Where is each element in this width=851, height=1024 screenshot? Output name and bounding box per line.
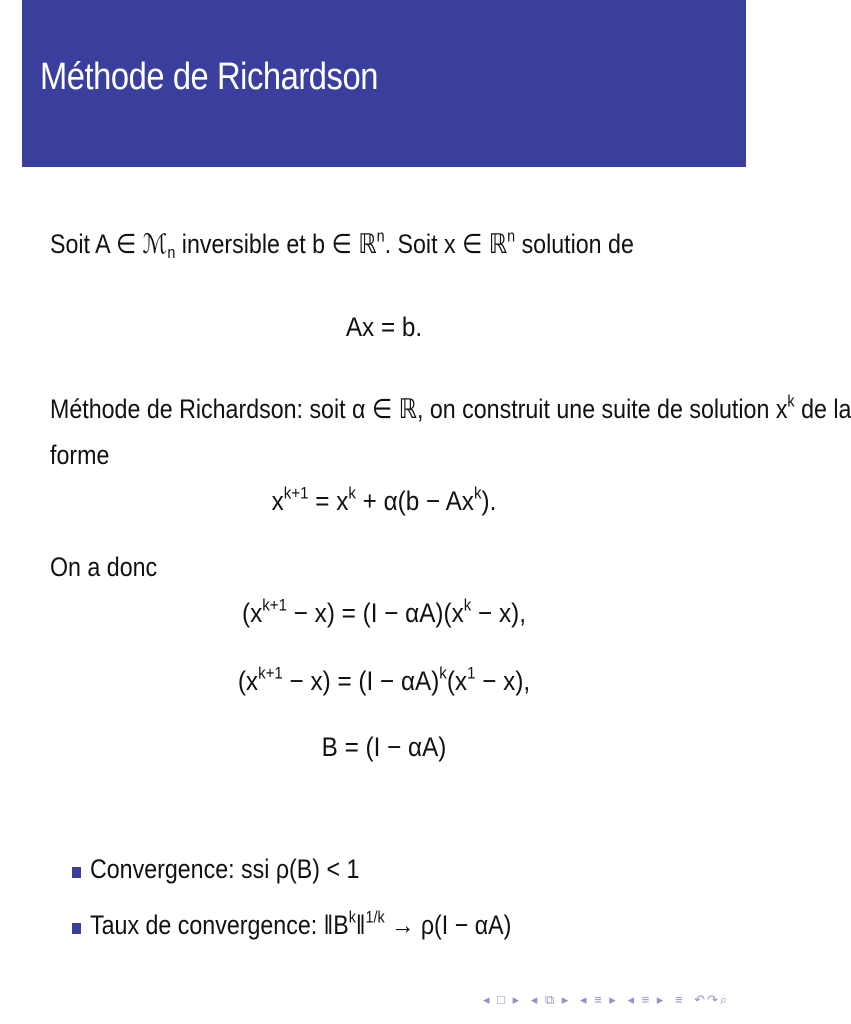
intro-line (50, 226, 634, 263)
nav-align-icon[interactable]: ≡ (674, 992, 685, 1007)
eq2-sup-2: k (348, 483, 356, 503)
equation-b-matrix: B = (I − αA) (321, 732, 447, 762)
intro-text-d: solution de (515, 229, 634, 259)
eq4-b: − x) = (I − αA) (282, 666, 440, 696)
eq4-a: (x (237, 666, 259, 696)
nav-part-icon[interactable]: ◂ ≡ ▸ (627, 992, 666, 1007)
intro-sup-2: n (507, 226, 516, 246)
eq3-sup-2: k (463, 595, 472, 615)
nav-frame-icon[interactable]: ◂ □ ▸ (483, 992, 522, 1007)
eq2-d: ). (481, 486, 497, 516)
rate-sup-2: 1/k (365, 907, 385, 927)
eq2-c: + α(b − Ax (355, 486, 474, 516)
equation-error (159, 595, 609, 629)
eq2-b: = x (308, 486, 349, 516)
bullet-convergence (72, 854, 403, 885)
method-text-a: Méthode de Richardson: soit α ∈ ℝ, on construit une suite de solution x (50, 394, 788, 424)
eq4-d: − x), (475, 666, 531, 696)
forme-line: forme (50, 440, 110, 470)
bullet-square-icon (72, 867, 81, 878)
intro-text-c: . Soit x ∈ ℝ (384, 229, 508, 259)
nav-subsection-icon[interactable]: ◂ ⧉ ▸ (530, 992, 571, 1007)
equation-error-power (159, 663, 609, 697)
eq2-sup-1: k+1 (283, 483, 309, 503)
eq2-sup-3: k (473, 483, 482, 503)
eq3-c: − x), (471, 598, 526, 628)
eq4-c: (x (446, 666, 468, 696)
intro-sub: n (167, 243, 176, 263)
eq2-a: x (271, 486, 284, 516)
bullet-rate (72, 907, 580, 941)
slide-header (22, 0, 746, 167)
method-sup: k (787, 391, 795, 411)
bullet-square-icon (72, 923, 81, 934)
rate-a: Taux de convergence: ‖B (90, 910, 349, 940)
intro-text-b: inversible et b ∈ ℝ (175, 229, 377, 259)
nav-section-icon[interactable]: ◂ ≡ ▸ (579, 992, 618, 1007)
method-line (50, 391, 851, 425)
eq3-a: (x (242, 598, 263, 628)
slide-title: Méthode de Richardson (40, 56, 378, 98)
equation-ax-b: Ax = b. (345, 312, 423, 342)
beamer-navigation (483, 992, 733, 1008)
on-a-donc-line: On a donc (50, 552, 158, 582)
eq4-sup-1: k+1 (258, 663, 283, 683)
eq3-b: − x) = (I − αA)(x (286, 598, 464, 628)
rate-sup-1: k (348, 907, 356, 927)
eq4-sup-2: k (439, 663, 447, 683)
bullet-convergence-text: Convergence: ssi ρ(B) < 1 (90, 854, 360, 884)
equation-iteration (159, 483, 609, 517)
bullet-rate-text (90, 907, 512, 941)
intro-text-a: Soit A ∈ ℳ (50, 229, 168, 259)
method-text-b: de la (794, 394, 851, 424)
nav-search-icon[interactable]: ↶↷⌕ (694, 992, 730, 1007)
intro-sup-1: n (376, 226, 385, 246)
rate-c: → ρ(I − αA) (384, 910, 512, 940)
eq3-sup-1: k+1 (262, 595, 287, 615)
rate-b: ‖ (355, 910, 366, 940)
eq4-sup-3: 1 (467, 663, 476, 683)
